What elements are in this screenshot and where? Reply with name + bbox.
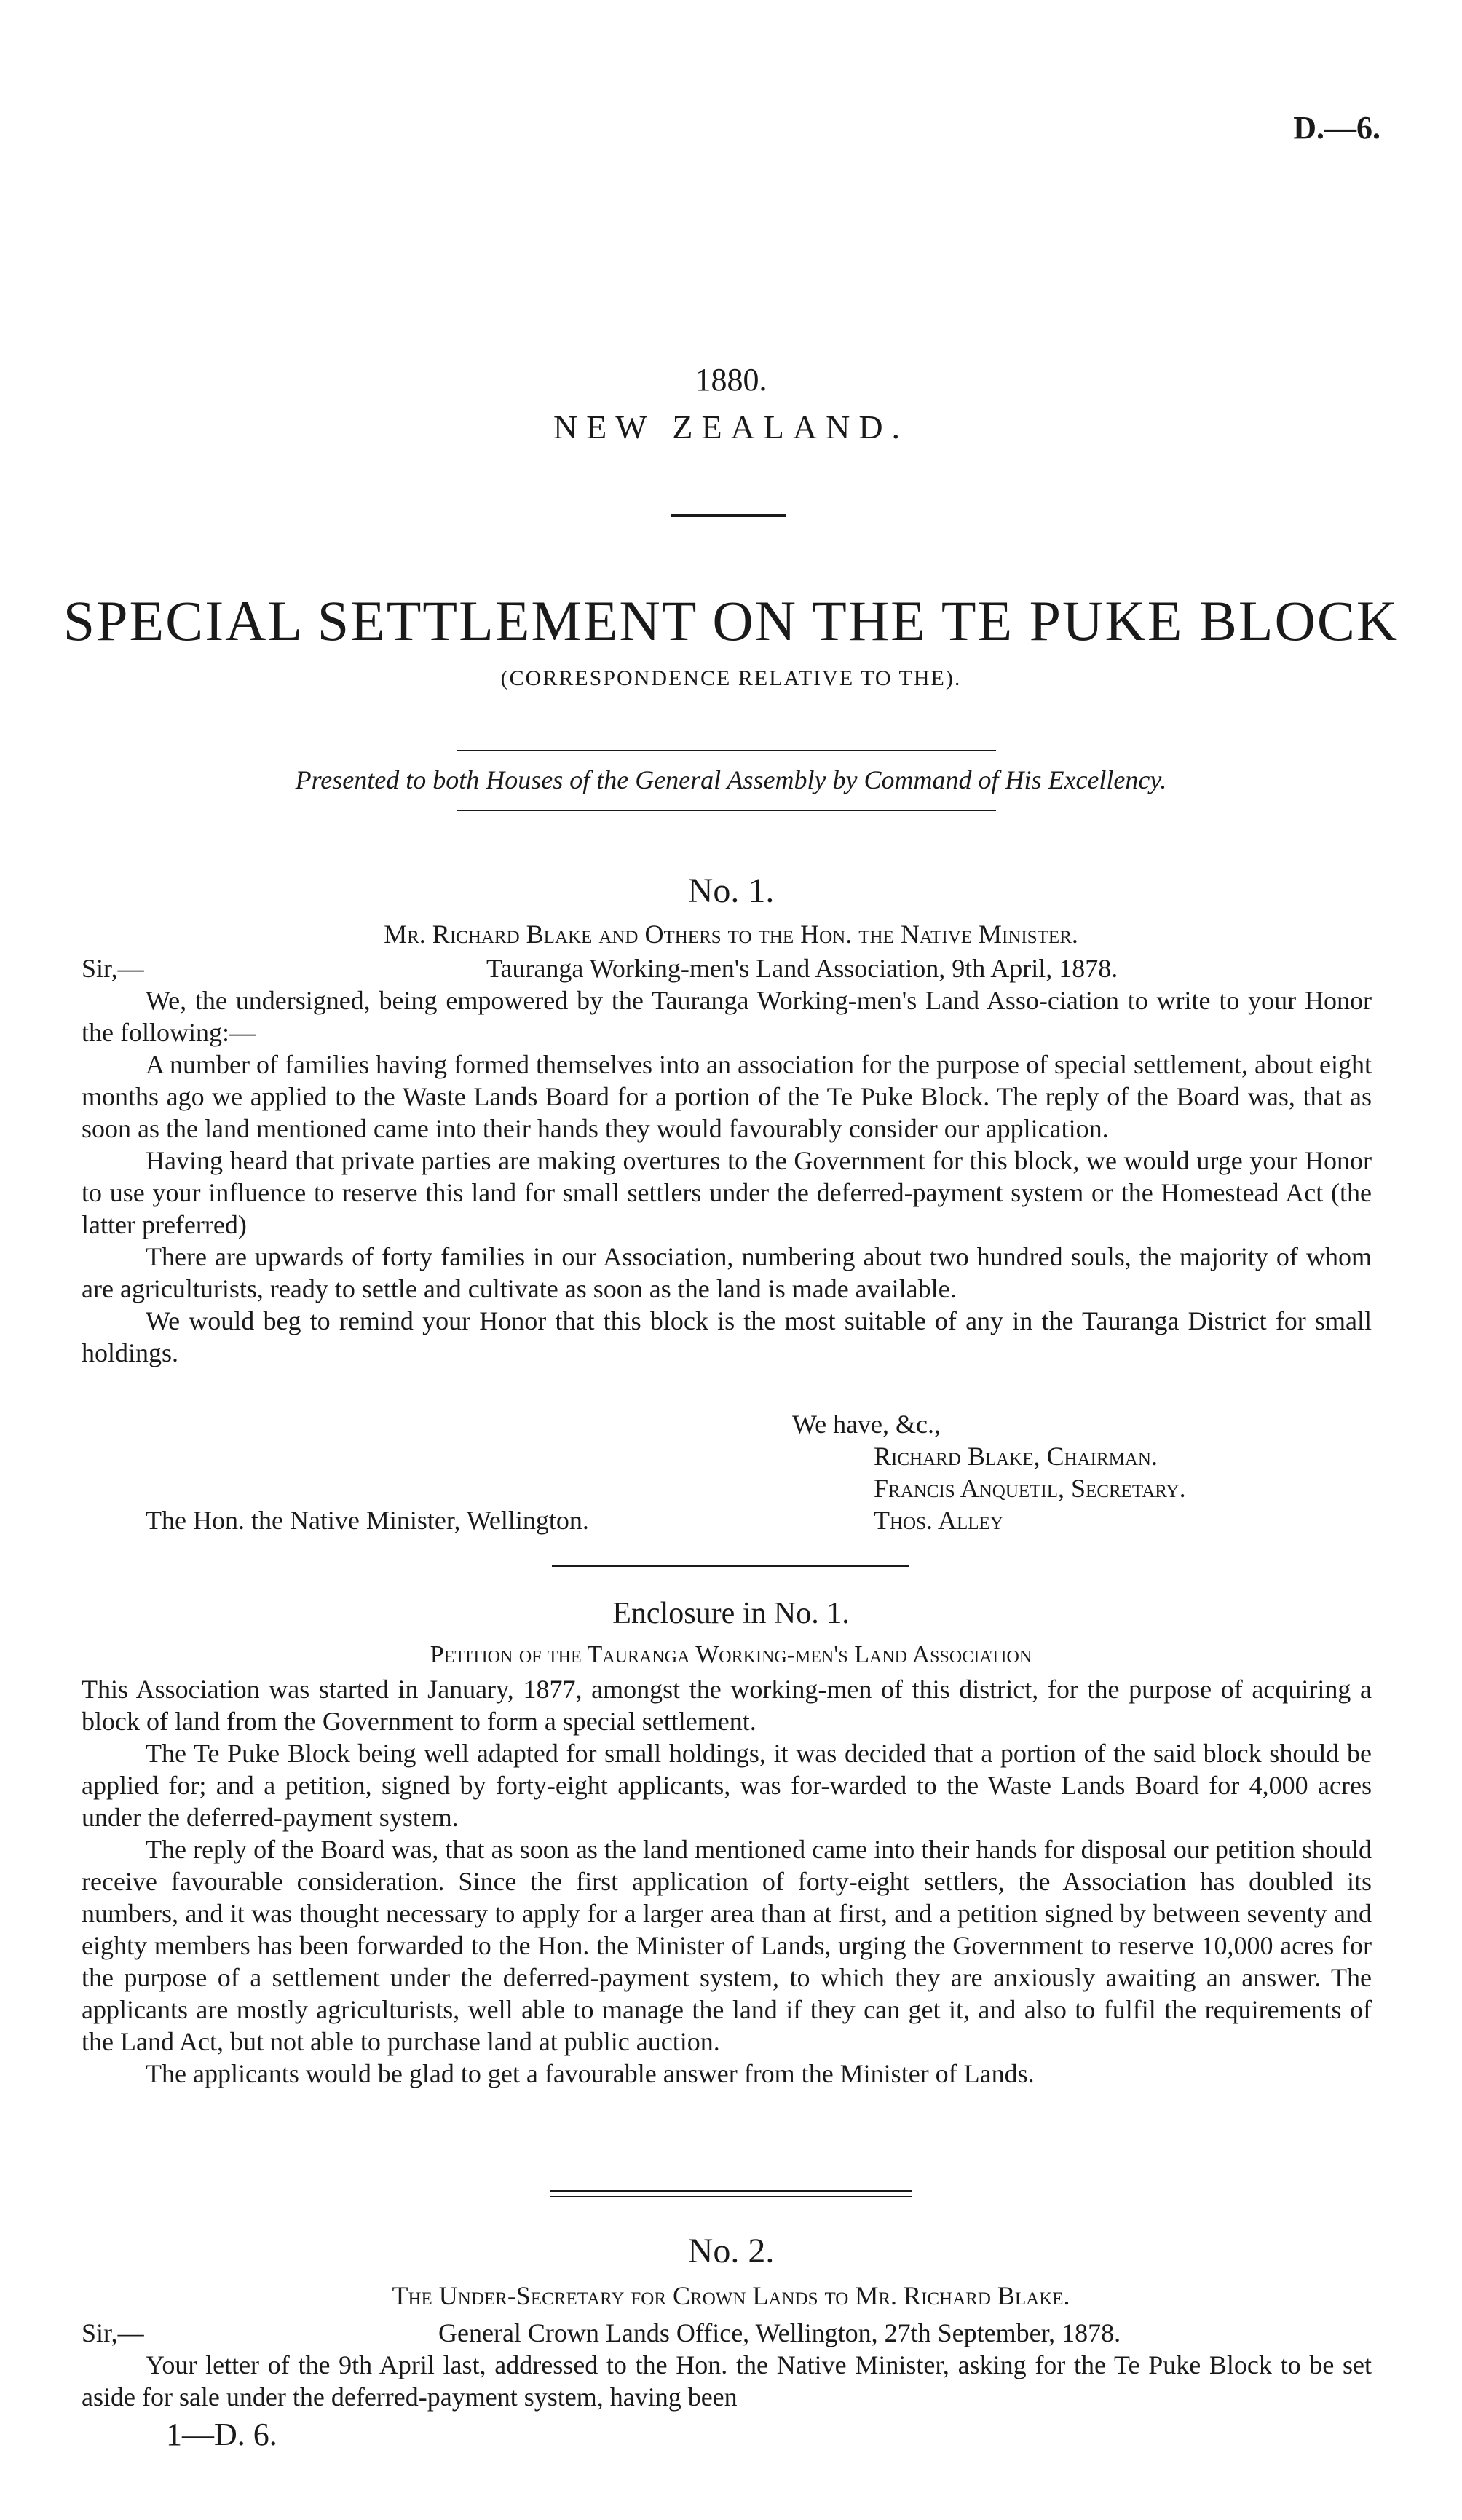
page-id: D.—6.: [1293, 110, 1380, 146]
letter1-closing: We have, &c.,: [792, 1410, 941, 1439]
section-rule-2b: [550, 2196, 912, 2197]
subtitle: (CORRESPONDENCE RELATIVE TO THE).: [500, 666, 962, 690]
letter2-heading: The Under-Secretary for Crown Lands to Mr. Richard Blake.: [392, 2281, 1070, 2310]
enclosure1-para-3: The reply of the Board was, that as soon as the land mentioned came into their hands for disposal our petition should receive favourable consideration. Since the first application of forty-eight settlers, the Association has doubled its numbers, and it was thought necessary to apply for a larger area than at first, and a petition signed by between seventy and eighty members has been forwarded to the Hon. the Minister of Lands, urging the Government to reserve 10,000 acres for the purpose of a settlement under the deferred-payment system, to which they are anxiously awaiting an answer. The applicants are mostly agriculturists, well able to manage the land if they can get it, and also to fulfil the requirements of the Land Act, but not able to purchase land at public auction.: [82, 1835, 1372, 2056]
enclosure1-para-1: This Association was started in January, 1877, amongst the working-men of this district, for the purpose of acquiring a block of land from the Government to form a special settlement.: [82, 1675, 1372, 1736]
letter1-para-1: We, the undersigned, being empowered by the Tauranga Working-men's Land Asso-ciation to write to your Honor the following:—: [82, 986, 1372, 1047]
country: NEW ZEALAND.: [553, 408, 909, 446]
letter1-signature-1: Richard Blake, Chairman.: [874, 1442, 1158, 1471]
title-rule: [671, 514, 786, 517]
enclosure1-para-4: The applicants would be glad to get a favourable answer from the Minister of Lands.: [146, 2059, 1035, 2088]
presented-rule-bottom: [457, 810, 996, 811]
enclosure1-subheading: Petition of the Tauranga Working-men's Land Association: [430, 1641, 1032, 1668]
section-rule-2a: [550, 2190, 912, 2192]
letter1-para-3: Having heard that private parties are making overtures to the Government for this block, we would urge your Honor to use your influence to reserve this land for small settlers under the deferred-payment system or the Homestead Act (the latter preferred): [82, 1146, 1372, 1239]
letter1-signature-3: Thos. Alley: [874, 1506, 1003, 1535]
letter1-place-date: Tauranga Working-men's Land Association, 9th April, 1878.: [486, 954, 1118, 983]
letter1-para-2: A number of families having formed themselves into an association for the purpose of special settlement, about eight months ago we applied to the Waste Lands Board for a portion of the Te Puke Block. The reply of the Board was, that as soon as the land mentioned came into their hands they would favourably consider our application.: [82, 1050, 1372, 1143]
letter1-signature-2: Francis Anquetil, Secretary.: [874, 1474, 1186, 1503]
enclosure1-body: [82, 1673, 1372, 2090]
letter1-number: No. 1.: [687, 872, 775, 910]
section-rule-1: [552, 1565, 909, 1567]
letter1-addressee: The Hon. the Native Minister, Wellington.: [146, 1506, 589, 1535]
letter2-place-date: General Crown Lands Office, Wellington, 27th September, 1878.: [438, 2318, 1121, 2347]
letter1-para-4: There are upwards of forty families in our Association, numbering about two hundred souls, the majority of whom are agriculturists, ready to settle and cultivate as soon as the land is made available.: [82, 1242, 1372, 1303]
presented-rule-top: [457, 750, 996, 751]
enclosure1-heading: Enclosure in No. 1.: [612, 1597, 850, 1630]
main-title: SPECIAL SETTLEMENT ON THE TE PUKE BLOCK: [63, 589, 1399, 652]
letter2-salutation: Sir,—: [82, 2318, 144, 2347]
letter1-heading: Mr. Richard Blake and Others to the Hon. the Native Minister.: [384, 920, 1078, 949]
enclosure1-para-2: The Te Puke Block being well adapted for small holdings, it was decided that a portion of the said block should be applied for; and a petition, signed by forty-eight applicants, was for-warded to the Waste Lands Board for 4,000 acres under the deferred-payment system.: [82, 1739, 1372, 1832]
letter1-para-5: We would beg to remind your Honor that this block is the most suitable of any in the Tauranga District for small holdings.: [82, 1306, 1372, 1367]
letter2-para-1: Your letter of the 9th April last, addressed to the Hon. the Native Minister, asking for the Te Puke Block to be set aside for sale under the deferred-payment system, having been: [82, 2350, 1372, 2412]
presented-line: Presented to both Houses of the General Assembly by Command of His Excellency.: [295, 765, 1167, 794]
letter1-salutation: Sir,—: [82, 954, 144, 983]
letter1-body: [82, 984, 1372, 1369]
letter2-body: [82, 2349, 1372, 2413]
letter2-number: No. 2.: [687, 2232, 775, 2270]
year: 1880.: [695, 362, 767, 398]
signature-mark: 1—D. 6.: [166, 2417, 277, 2452]
